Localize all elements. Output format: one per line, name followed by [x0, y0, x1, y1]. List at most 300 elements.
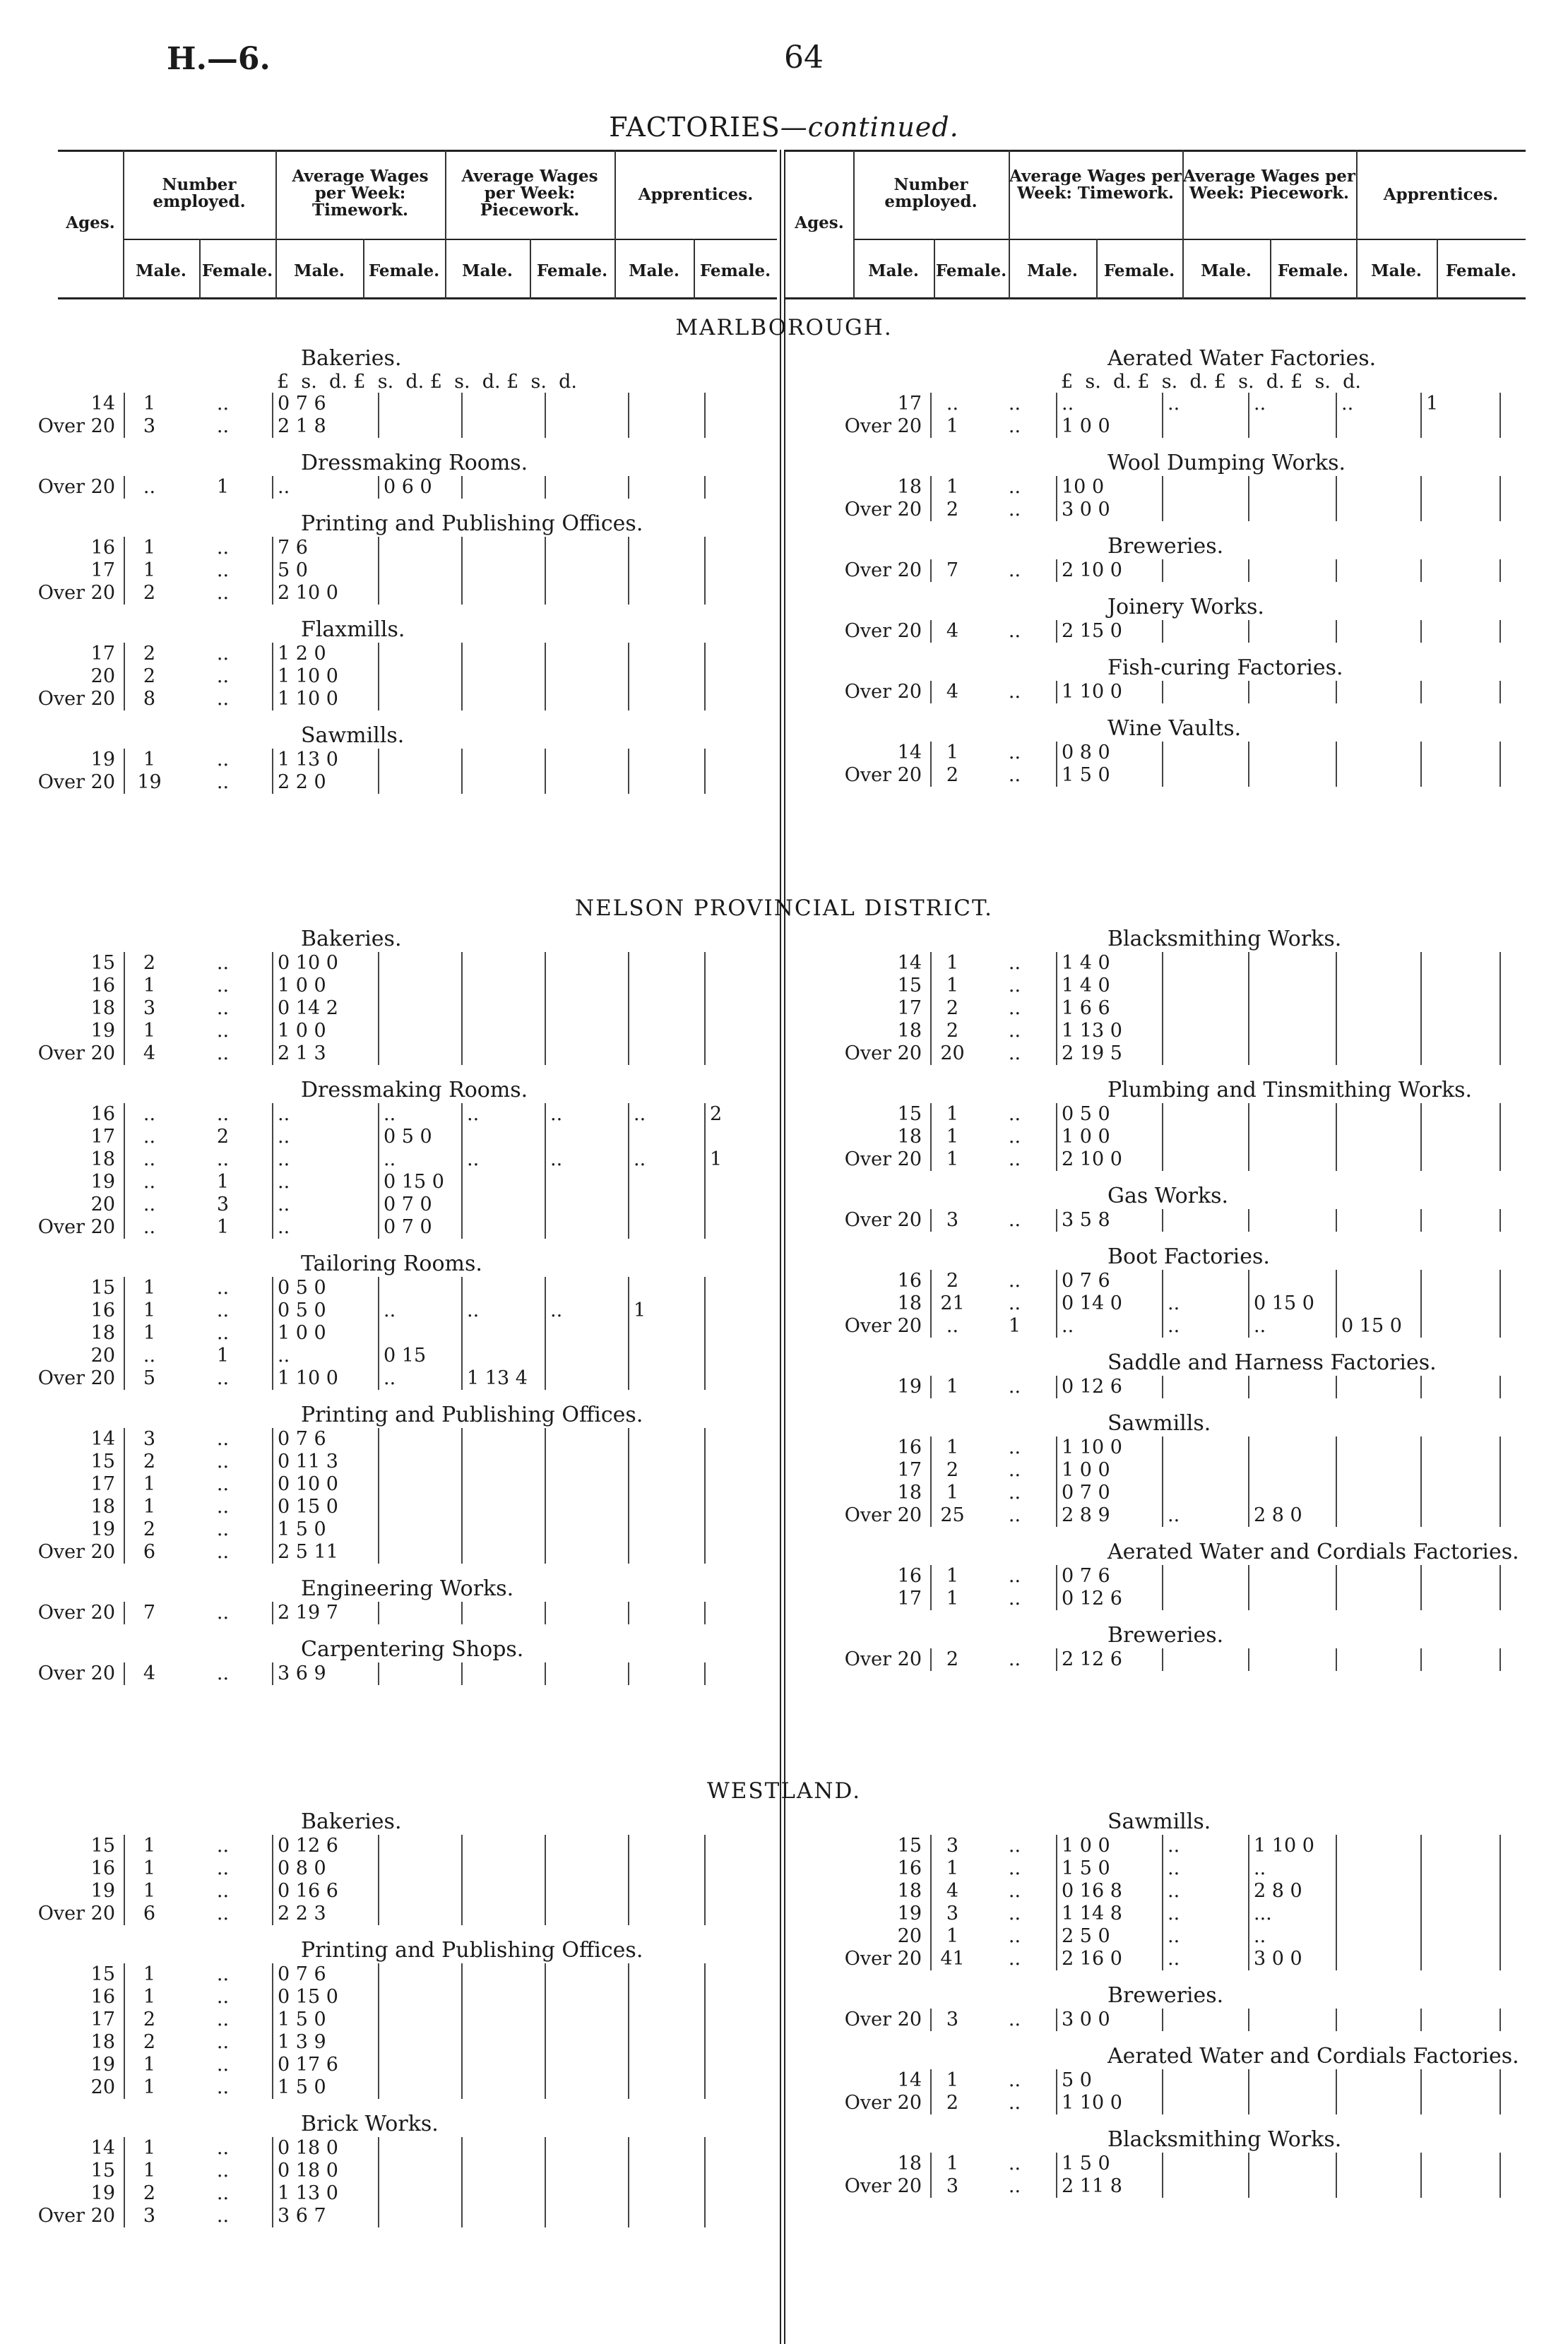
- table-row: [788, 1459, 1568, 1482]
- value-cell-tm: 0 5 0: [273, 1299, 379, 1322]
- column-left: [0, 1809, 780, 2240]
- value-cell-m: ..: [946, 393, 959, 415]
- value-cell-am: [629, 1857, 705, 1880]
- table-row: [788, 2175, 1568, 2198]
- industry-section: [0, 1809, 780, 1925]
- age-cell: Over 20: [788, 1209, 931, 1232]
- value-cell-m: 2: [143, 2182, 156, 2204]
- value-cell-am: [629, 1367, 705, 1390]
- value-cell-tm: 2 8 9: [1057, 1504, 1163, 1527]
- value-cell-pm: [1249, 997, 1336, 1020]
- table-row: [788, 1126, 1568, 1148]
- value-cell-pm: [462, 582, 545, 605]
- column-right: [788, 927, 1568, 1684]
- age-cell: 16: [0, 1103, 124, 1126]
- value-cell-pf: [545, 1042, 629, 1065]
- table-row: [0, 688, 788, 710]
- value-cell-m: 2: [946, 1020, 959, 1042]
- industry-title: Wool Dumping Works.: [1107, 451, 1346, 475]
- value-cell-f: ..: [216, 2031, 230, 2053]
- value-cell-tm: 3 6 7: [273, 2205, 379, 2227]
- value-cell-tm: 1 3 9: [273, 2031, 379, 2054]
- value-cell-tm: 1 0 0: [1057, 1126, 1163, 1148]
- value-cell-tm: 0 11 3: [273, 1451, 379, 1473]
- value-cell-pm: [1249, 1482, 1336, 1504]
- value-cell-m: 2: [946, 1459, 959, 1481]
- value-cell-m: ..: [143, 1216, 156, 1238]
- value-cell-f: ..: [216, 1451, 230, 1473]
- value-cell-am: [1421, 1148, 1500, 1171]
- age-cell: Over 20: [788, 1148, 931, 1171]
- value-cell-af: [705, 2182, 788, 2205]
- age-cell: 15: [0, 1277, 124, 1299]
- value-cell-af: [705, 2054, 788, 2076]
- value-cell-af: [705, 537, 788, 559]
- value-cell-pf: [545, 771, 629, 794]
- value-cell-af: [705, 1042, 788, 1065]
- value-cell-af: [705, 1473, 788, 1496]
- value-cell-af: [1500, 2069, 1568, 2092]
- value-cell-pf: [545, 1194, 629, 1216]
- male-header: Male.: [462, 261, 513, 280]
- table-row: [0, 1020, 788, 1042]
- age-cell: Over 20: [788, 499, 931, 521]
- value-cell-f: ..: [216, 2054, 230, 2076]
- age-cell: 16: [0, 975, 124, 997]
- table-row: [788, 681, 1568, 703]
- value-cell-af: [1500, 1042, 1568, 1065]
- age-cell: Over 20: [0, 2205, 124, 2227]
- value-cell-pm: [1249, 952, 1336, 975]
- age-cell: Over 20: [788, 764, 931, 787]
- value-cell-af: [1500, 2009, 1568, 2031]
- value-cell-tf: [1163, 415, 1249, 438]
- value-cell-f: ..: [1008, 393, 1021, 415]
- age-cell: 16: [0, 537, 124, 559]
- currency-units: £ s. d. £ s. d. £ s. d. £ s. d.: [1061, 371, 1361, 393]
- value-cell-tm: 0 5 0: [273, 1277, 379, 1299]
- value-cell-pf: [545, 1903, 629, 1925]
- age-cell: 15: [0, 1451, 124, 1473]
- value-cell-f: ..: [216, 415, 230, 437]
- value-cell-pm: ..: [1249, 1315, 1336, 1338]
- value-cell-pm: [462, 975, 545, 997]
- table-row: [788, 1020, 1568, 1042]
- value-cell-pm: [1249, 620, 1336, 643]
- age-cell: Over 20: [0, 771, 124, 794]
- value-cell-f: ..: [216, 1322, 230, 1344]
- value-cell-pf: [545, 643, 629, 665]
- value-cell-af: [1500, 1482, 1568, 1504]
- value-cell-m: 1: [946, 476, 959, 498]
- industry-title: Sawmills.: [1107, 1411, 1211, 1436]
- industry-section: [0, 1637, 780, 1685]
- value-cell-tm: 0 15 0: [273, 1986, 379, 2009]
- female-header: Female.: [1103, 261, 1175, 280]
- value-cell-af: [705, 1451, 788, 1473]
- table-row: [0, 771, 788, 794]
- value-cell-pm: [462, 643, 545, 665]
- value-cell-pm: [462, 1880, 545, 1903]
- value-cell-pf: [1336, 975, 1421, 997]
- page-title: [0, 112, 1568, 143]
- value-cell-pm: [1249, 1459, 1336, 1482]
- value-cell-tf: ..: [1163, 1925, 1249, 1948]
- value-cell-pf: ..: [1336, 393, 1421, 415]
- wage-table: [788, 620, 1568, 643]
- value-cell-tm: 7 6: [273, 537, 379, 559]
- value-cell-tf: [379, 975, 462, 997]
- value-cell-pm: [462, 1126, 545, 1148]
- value-cell-pm: [1249, 2153, 1336, 2175]
- value-cell-pm: [462, 1986, 545, 2009]
- value-cell-f: ..: [1008, 1459, 1021, 1481]
- value-cell-am: [1421, 559, 1500, 582]
- value-cell-af: [1500, 1270, 1568, 1292]
- value-cell-pm: [462, 1857, 545, 1880]
- table-row: [0, 2160, 788, 2182]
- value-cell-pf: [545, 1857, 629, 1880]
- table-row: [0, 1602, 788, 1624]
- value-cell-pm: [462, 1171, 545, 1194]
- value-cell-pf: [545, 2009, 629, 2031]
- value-cell-pf: [545, 1216, 629, 1239]
- value-cell-tm: 2 15 0: [1057, 620, 1163, 643]
- ages-header: Ages.: [66, 213, 115, 232]
- value-cell-pm: [462, 415, 545, 438]
- value-cell-af: [705, 1428, 788, 1451]
- industry-section: [0, 1251, 780, 1390]
- value-cell-tm: 1 5 0: [1057, 764, 1163, 787]
- value-cell-tm: 2 2 3: [273, 1903, 379, 1925]
- value-cell-m: 1: [946, 1436, 959, 1458]
- value-cell-m: 1: [946, 415, 959, 437]
- value-cell-am: [1421, 2069, 1500, 2092]
- value-cell-pm: [462, 1194, 545, 1216]
- value-cell-af: 2: [705, 1103, 788, 1126]
- value-cell-f: ..: [1008, 1042, 1021, 1064]
- table-row: [788, 559, 1568, 582]
- value-cell-m: 1: [143, 2137, 156, 2159]
- value-cell-tf: [1163, 1042, 1249, 1065]
- value-cell-tf: [379, 537, 462, 559]
- value-cell-am: [1421, 975, 1500, 997]
- value-cell-af: [705, 1986, 788, 2009]
- value-cell-af: [705, 1020, 788, 1042]
- value-cell-am: [629, 476, 705, 499]
- value-cell-f: ..: [1008, 415, 1021, 437]
- value-cell-af: [705, 643, 788, 665]
- industry-section: [788, 2127, 1568, 2198]
- wage-table: [788, 1565, 1568, 1610]
- industry-section: [788, 346, 1568, 438]
- value-cell-tf: ..: [1163, 1903, 1249, 1925]
- wage-table: [788, 476, 1568, 521]
- value-cell-af: [1500, 620, 1568, 643]
- value-cell-tf: ..: [379, 1148, 462, 1171]
- value-cell-f: ..: [1008, 975, 1021, 997]
- currency-units: £ s. d. £ s. d. £ s. d. £ s. d.: [277, 371, 577, 393]
- value-cell-af: [1500, 764, 1568, 787]
- industry-section: [0, 927, 780, 1065]
- value-cell-m: 1: [143, 1835, 156, 1857]
- value-cell-tm: ..: [273, 1148, 379, 1171]
- wage-table: [788, 1209, 1568, 1232]
- value-cell-pm: [462, 1345, 545, 1367]
- value-cell-f: ..: [216, 1367, 230, 1389]
- value-cell-f: 2: [216, 1126, 230, 1148]
- value-cell-af: [705, 393, 788, 415]
- value-cell-pm: [462, 559, 545, 582]
- table-row: [788, 1835, 1568, 1857]
- value-cell-af: [705, 1541, 788, 1564]
- value-cell-tm: 1 5 0: [273, 1518, 379, 1541]
- female-header: Female.: [201, 261, 273, 280]
- value-cell-tm: 0 18 0: [273, 2137, 379, 2160]
- value-cell-m: 1: [946, 1126, 959, 1148]
- value-cell-pf: [1336, 1436, 1421, 1459]
- value-cell-tf: [1163, 559, 1249, 582]
- industry-section: [788, 1078, 1568, 1171]
- value-cell-pf: [545, 537, 629, 559]
- value-cell-pm: [462, 1963, 545, 1986]
- value-cell-tm: 5 0: [273, 559, 379, 582]
- wage-table: [788, 1103, 1568, 1171]
- industry-section: [0, 723, 780, 794]
- value-cell-tf: [1163, 1376, 1249, 1398]
- value-cell-pm: [462, 1042, 545, 1065]
- table-row: [0, 2205, 788, 2227]
- value-cell-af: [1500, 1857, 1568, 1880]
- value-cell-af: [1500, 1292, 1568, 1315]
- industry-title: Plumbing and Tinsmithing Works.: [1107, 1078, 1473, 1102]
- industry-section: [0, 1403, 780, 1564]
- value-cell-m: 1: [143, 749, 156, 771]
- value-cell-m: 1: [946, 2069, 959, 2091]
- value-cell-am: [629, 688, 705, 710]
- value-cell-f: ..: [1008, 1270, 1021, 1292]
- age-cell: 18: [788, 476, 931, 499]
- value-cell-pm: [462, 952, 545, 975]
- table-row: [788, 1482, 1568, 1504]
- value-cell-pf: [1336, 1948, 1421, 1970]
- value-cell-pf: [1336, 2092, 1421, 2114]
- value-cell-m: 2: [946, 997, 959, 1019]
- value-cell-pf: [545, 1880, 629, 1903]
- age-cell: 15: [0, 1963, 124, 1986]
- age-cell: 17: [0, 2009, 124, 2031]
- value-cell-tf: [1163, 2092, 1249, 2114]
- age-cell: Over 20: [788, 2175, 931, 2198]
- value-cell-tm: 2 10 0: [273, 582, 379, 605]
- value-cell-f: ..: [216, 975, 230, 997]
- value-cell-am: [1421, 2092, 1500, 2114]
- industry-title: Sawmills.: [1107, 1809, 1211, 1834]
- value-cell-tf: [379, 1496, 462, 1518]
- table-row: [0, 997, 788, 1020]
- value-cell-m: 8: [143, 688, 156, 710]
- industry-title: Bakeries.: [301, 1809, 402, 1834]
- value-cell-am: [629, 975, 705, 997]
- value-cell-f: ..: [216, 559, 230, 581]
- value-cell-pf: [1336, 620, 1421, 643]
- table-row: [0, 2182, 788, 2205]
- value-cell-m: 1: [946, 1376, 959, 1398]
- table-row: [788, 393, 1568, 415]
- value-cell-tf: [1163, 997, 1249, 1020]
- value-cell-af: [1500, 1648, 1568, 1671]
- value-cell-f: ..: [1008, 1436, 1021, 1458]
- value-cell-pm: [462, 2137, 545, 2160]
- value-cell-f: ..: [1008, 2153, 1021, 2175]
- value-cell-f: ..: [1008, 1903, 1021, 1924]
- value-cell-tf: [379, 2160, 462, 2182]
- age-cell: 16: [788, 1857, 931, 1880]
- age-cell: 15: [0, 1835, 124, 1857]
- industry-section: [788, 1983, 1568, 2031]
- value-cell-f: ..: [216, 2160, 230, 2182]
- value-cell-af: [1500, 476, 1568, 499]
- value-cell-tm: 0 7 0: [1057, 1482, 1163, 1504]
- industry-title: Brick Works.: [301, 2112, 439, 2136]
- value-cell-pm: [462, 476, 545, 499]
- table-row: [0, 1126, 788, 1148]
- value-cell-m: 1: [946, 1103, 959, 1125]
- value-cell-pm: [1249, 2069, 1336, 2092]
- value-cell-tm: 1 0 0: [273, 1020, 379, 1042]
- value-cell-am: 1: [629, 1299, 705, 1322]
- industry-title: Saddle and Harness Factories.: [1107, 1350, 1437, 1375]
- industry-title: Bakeries.: [301, 927, 402, 951]
- age-cell: Over 20: [788, 1648, 931, 1671]
- value-cell-tm: 1 10 0: [273, 688, 379, 710]
- value-cell-f: ..: [1008, 1948, 1021, 1970]
- table-row: [0, 749, 788, 771]
- value-cell-am: [629, 1126, 705, 1148]
- wage-table: [0, 1662, 788, 1685]
- wage-table: [788, 1648, 1568, 1671]
- value-cell-pm: [462, 1835, 545, 1857]
- table-row: [0, 537, 788, 559]
- value-cell-pf: [1336, 1880, 1421, 1903]
- age-cell: 17: [788, 393, 931, 415]
- value-cell-tf: [379, 2076, 462, 2099]
- industry-title: Tailoring Rooms.: [301, 1251, 482, 1276]
- value-cell-pf: [1336, 1903, 1421, 1925]
- value-cell-pf: [545, 476, 629, 499]
- industry-title: Bakeries.: [301, 346, 402, 371]
- value-cell-pf: [545, 1662, 629, 1685]
- value-cell-f: ..: [1008, 1103, 1021, 1125]
- age-cell: 20: [0, 1194, 124, 1216]
- wage-table: [0, 1428, 788, 1564]
- value-cell-m: 1: [143, 1299, 156, 1321]
- industry-section: [788, 1809, 1568, 1970]
- male-header: Male.: [868, 261, 919, 280]
- value-cell-m: 1: [143, 1277, 156, 1299]
- value-cell-am: [629, 1473, 705, 1496]
- value-cell-m: 1: [143, 975, 156, 997]
- table-row: [788, 1376, 1568, 1398]
- value-cell-tm: 10 0: [1057, 476, 1163, 499]
- value-cell-tf: ..: [1163, 393, 1249, 415]
- value-cell-tm: 0 10 0: [273, 1473, 379, 1496]
- value-cell-af: [705, 1345, 788, 1367]
- value-cell-af: [1500, 1588, 1568, 1610]
- value-cell-am: [629, 2205, 705, 2227]
- value-cell-m: 21: [940, 1292, 965, 1314]
- timework-header: Average Wages per Week: Timework.: [1009, 167, 1182, 203]
- value-cell-af: [1500, 1103, 1568, 1126]
- table-row: [788, 1436, 1568, 1459]
- value-cell-am: [1421, 1835, 1500, 1857]
- industry-section: [0, 451, 780, 499]
- value-cell-pf: [545, 749, 629, 771]
- value-cell-m: 1: [946, 1148, 959, 1170]
- table-row: [0, 559, 788, 582]
- value-cell-af: [1500, 2175, 1568, 2198]
- value-cell-pf: [1336, 681, 1421, 703]
- value-cell-am: [1421, 1042, 1500, 1065]
- value-cell-tm: 2 11 8: [1057, 2175, 1163, 2198]
- industry-section: [0, 2112, 780, 2227]
- value-cell-tf: 0 6 0: [379, 476, 462, 499]
- value-cell-f: ..: [216, 997, 230, 1019]
- age-cell: 14: [0, 2137, 124, 2160]
- industry-section: [0, 511, 780, 605]
- value-cell-m: 2: [143, 1518, 156, 1540]
- table-row: [0, 415, 788, 438]
- table-row: [788, 476, 1568, 499]
- age-cell: 14: [0, 393, 124, 415]
- industry-title: Carpentering Shops.: [301, 1637, 524, 1662]
- value-cell-pf: [545, 2076, 629, 2099]
- value-cell-tf: [379, 997, 462, 1020]
- value-cell-pf: 0 15 0: [1336, 1315, 1421, 1338]
- value-cell-am: [629, 1020, 705, 1042]
- table-row: [0, 1216, 788, 1239]
- table-row: [0, 1473, 788, 1496]
- value-cell-am: [1421, 499, 1500, 521]
- value-cell-f: ..: [216, 1986, 230, 2008]
- value-cell-pf: [545, 2054, 629, 2076]
- value-cell-pf: [545, 1963, 629, 1986]
- table-row: [0, 1963, 788, 1986]
- table-row: [788, 742, 1568, 764]
- value-cell-am: [629, 1496, 705, 1518]
- value-cell-pm: [462, 749, 545, 771]
- value-cell-pf: [545, 1986, 629, 2009]
- value-cell-pf: [1336, 1020, 1421, 1042]
- value-cell-am: [1421, 1857, 1500, 1880]
- column-left: [0, 927, 780, 1698]
- value-cell-tm: 1 5 0: [273, 2009, 379, 2031]
- value-cell-pm: [1249, 415, 1336, 438]
- value-cell-af: [705, 2076, 788, 2099]
- industry-section: [788, 1244, 1568, 1338]
- value-cell-am: [629, 2137, 705, 2160]
- value-cell-am: [629, 2054, 705, 2076]
- value-cell-af: [705, 2031, 788, 2054]
- column-right: [788, 1809, 1568, 2211]
- value-cell-m: 1: [946, 742, 959, 763]
- age-cell: 15: [0, 2160, 124, 2182]
- age-cell: 17: [0, 1126, 124, 1148]
- value-cell-tm: 0 18 0: [273, 2160, 379, 2182]
- value-cell-m: 3: [143, 997, 156, 1019]
- value-cell-pf: [545, 582, 629, 605]
- age-cell: 16: [0, 1299, 124, 1322]
